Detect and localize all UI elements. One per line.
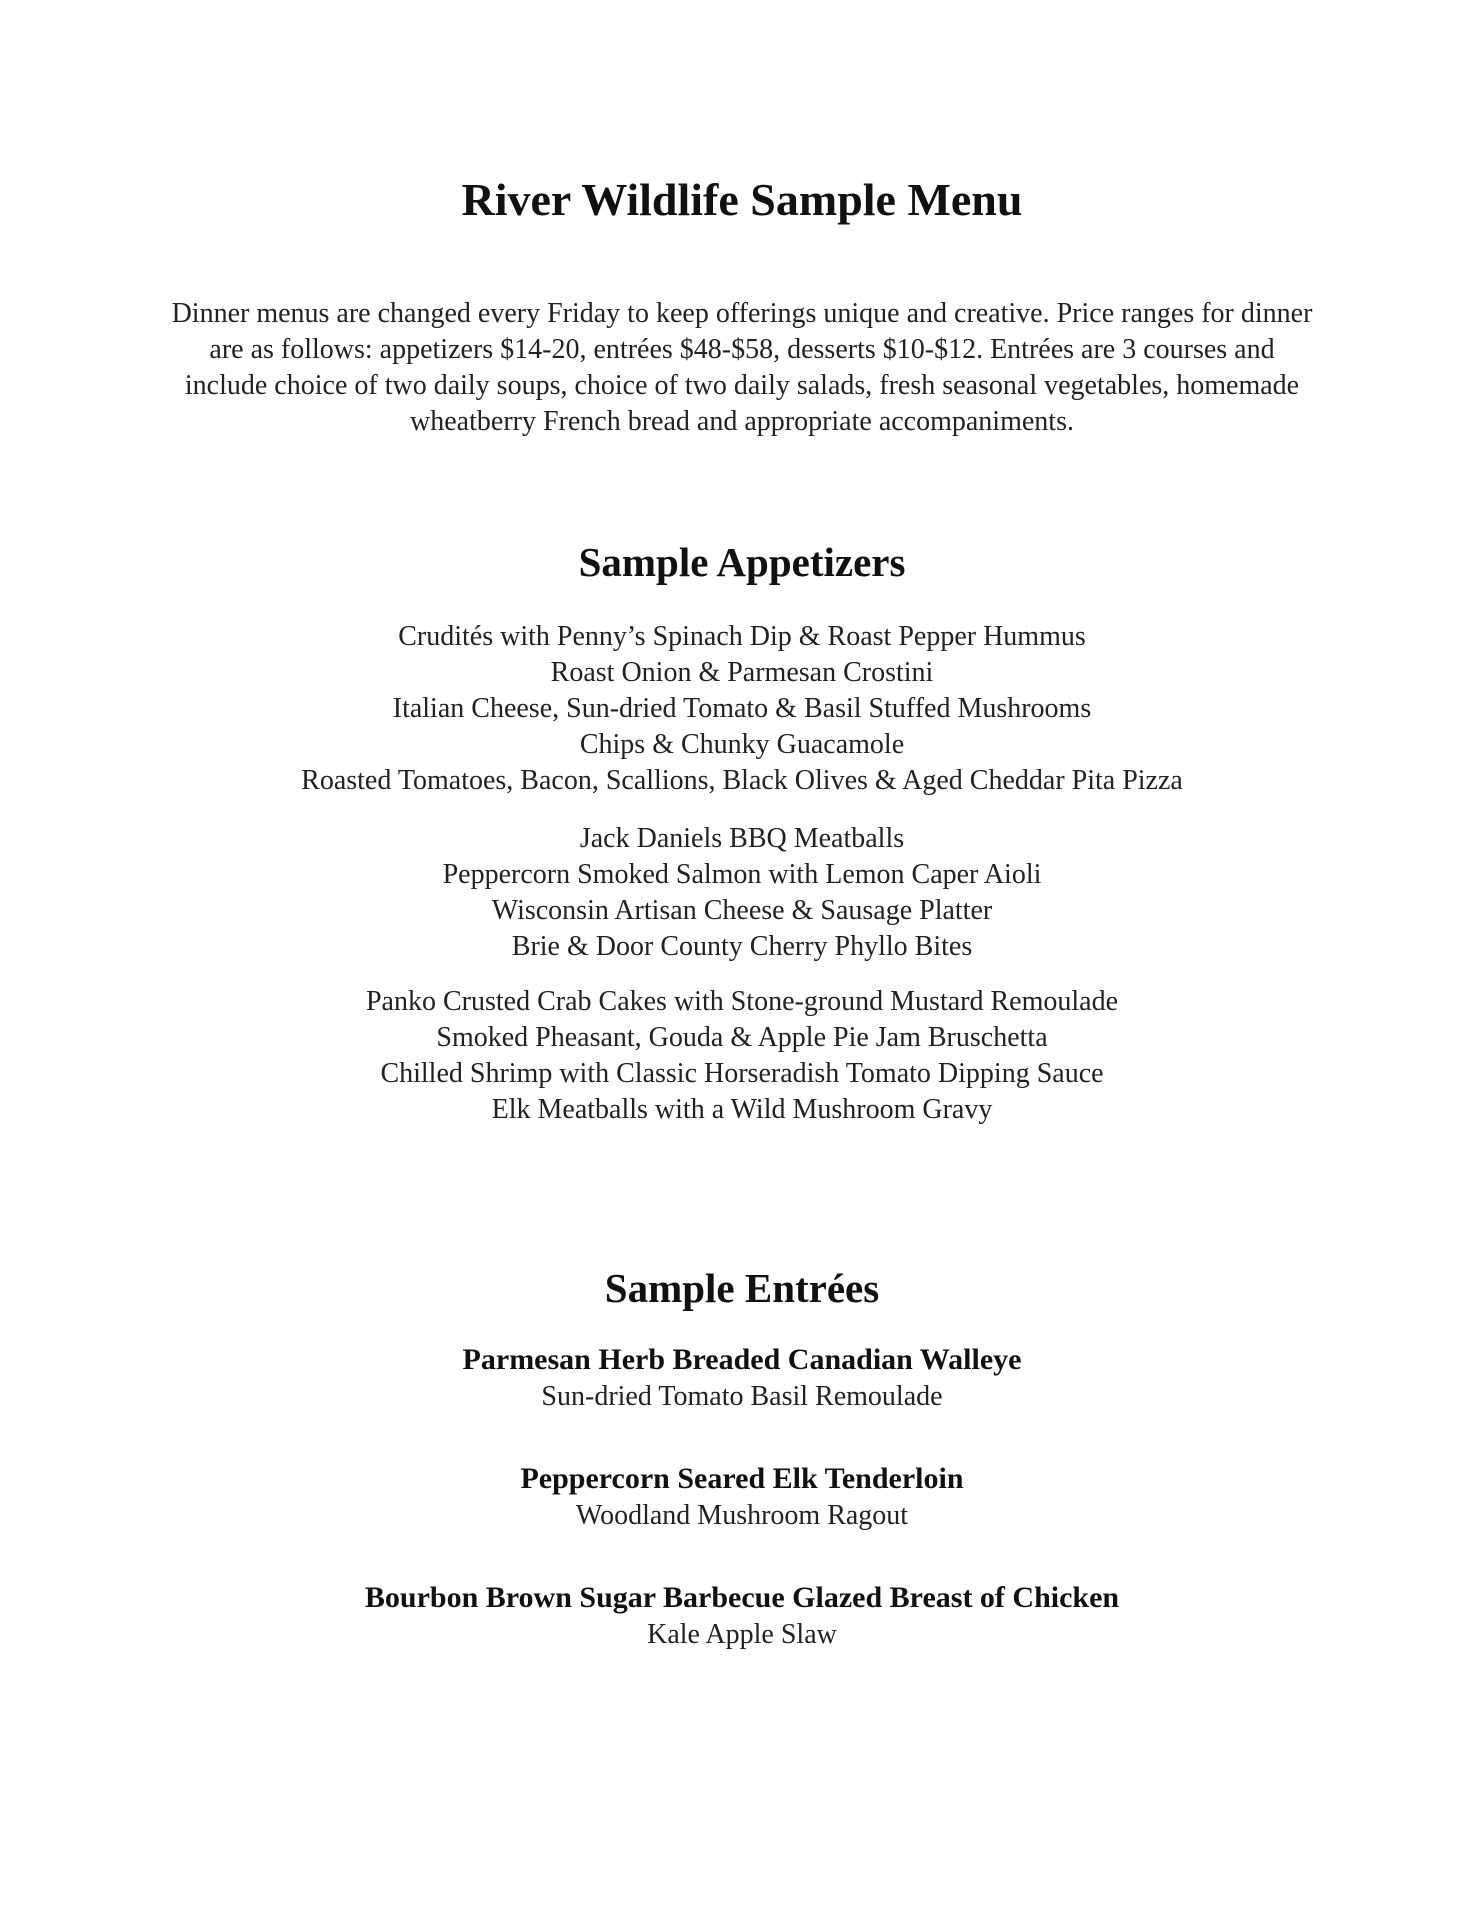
appetizer-item: Peppercorn Smoked Salmon with Lemon Caper Aioli: [442, 859, 1042, 890]
entree-item: [0, 1579, 1484, 1653]
appetizer-item: Crudités with Penny’s Spinach Dip & Roast Pepper Hummus: [398, 621, 1086, 652]
entree-description: Sun-dried Tomato Basil Remoulade: [541, 1381, 943, 1412]
appetizer-group-3: [0, 984, 1484, 1128]
appetizer-item: Smoked Pheasant, Gouda & Apple Pie Jam Bruschetta: [436, 1022, 1048, 1053]
appetizers-heading: Sample Appetizers: [578, 539, 906, 585]
entrees-heading: Sample Entrées: [604, 1265, 880, 1311]
entree-item: [0, 1341, 1484, 1415]
entree-name: Parmesan Herb Breaded Canadian Walleye: [462, 1343, 1022, 1376]
entree-item: [0, 1460, 1484, 1534]
appetizer-item: Panko Crusted Crab Cakes with Stone-ground Mustard Remoulade: [365, 986, 1118, 1017]
appetizer-group-2: [0, 821, 1484, 965]
appetizer-item: Jack Daniels BBQ Meatballs: [579, 823, 905, 854]
appetizer-item: Chips & Chunky Guacamole: [579, 729, 905, 760]
appetizer-item: Roast Onion & Parmesan Crostini: [550, 657, 934, 688]
appetizer-item: Wisconsin Artisan Cheese & Sausage Platter: [491, 895, 993, 926]
appetizer-item: Roasted Tomatoes, Bacon, Scallions, Black Olives & Aged Cheddar Pita Pizza: [301, 765, 1183, 796]
appetizer-item: Brie & Door County Cherry Phyllo Bites: [511, 931, 973, 962]
appetizer-item: Chilled Shrimp with Classic Horseradish Tomato Dipping Sauce: [380, 1058, 1104, 1089]
appetizer-item: Elk Meatballs with a Wild Mushroom Gravy: [491, 1094, 993, 1125]
appetizer-group-1: [0, 619, 1484, 799]
intro-paragraph: Dinner menus are changed every Friday to keep offerings unique and creative. Price ranges for dinner are as follows: appetizers $14-20, entrées $48-$58, desserts $10-$12. Entrées are 3 courses and include choice of two daily soups, choice of two daily salads, fresh seasonal vegetables, homemade wheatberry French bread and appropriate accompaniments.: [171, 298, 1313, 437]
appetizer-item: Italian Cheese, Sun-dried Tomato & Basil Stuffed Mushrooms: [392, 693, 1092, 724]
page-title: River Wildlife Sample Menu: [461, 174, 1023, 225]
entree-description: Kale Apple Slaw: [647, 1619, 837, 1650]
entree-name: Bourbon Brown Sugar Barbecue Glazed Breast of Chicken: [364, 1581, 1120, 1614]
entree-name: Peppercorn Seared Elk Tenderloin: [520, 1462, 964, 1495]
entree-description: Woodland Mushroom Ragout: [575, 1500, 909, 1531]
